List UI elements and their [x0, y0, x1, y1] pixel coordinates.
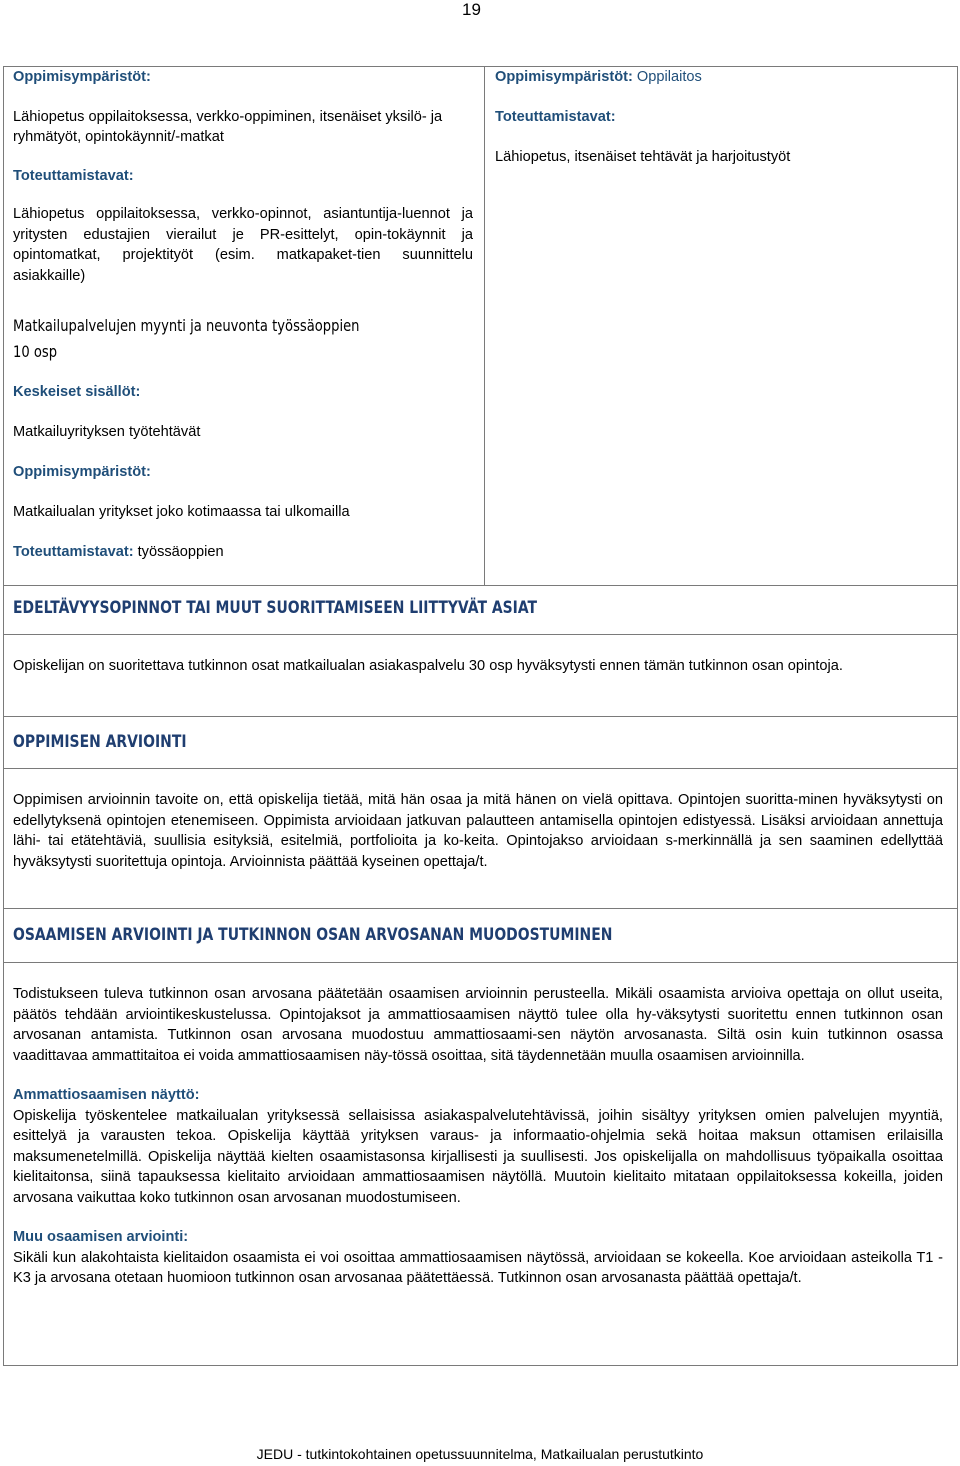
methods2-heading: Toteuttamistavat:	[13, 544, 134, 560]
env2-heading: Oppimisympäristöt:	[13, 464, 151, 480]
left-column	[13, 67, 473, 286]
right-methods-heading: Toteuttamistavat:	[495, 109, 616, 125]
env-text: Lähiopetus oppilaitoksessa, verkko-oppiminen, itsenäiset yksilö- ja ryhmätyöt, opintokäynnit/-matkat	[13, 109, 443, 145]
other-assessment-text: Sikäli kun alakohtaista kielitaidon osaamista ei voi osoittaa ammattiosaamisen näytössä, arvioidaan se kokeella. Koe arvioidaan asteikolla T1 - K3 ja arvosana otetaan huomioon tutkinnon osan arvosanaa päätettäessä. Tutkinnon osan arvosanasta päättää opettaja/t.	[13, 1249, 943, 1286]
other-assessment-heading: Muu osaamisen arviointi:	[13, 1229, 189, 1245]
divider-line	[3, 716, 958, 717]
right-env-text: Oppilaitos	[636, 69, 702, 85]
methods-text: Lähiopetus oppilaitoksessa, verkko-opinnot, asiantuntija-luennot ja yritysten edustajien vierailut je PR-esittelyt, opin-tokäynnit ja opintomatkat, projektityöt (esim. matkapaket-tien suunnittelu asiakkaille)	[13, 206, 473, 284]
footer: JEDU - tutkintokohtainen opetussuunnitelma, Matkailualan perustutkinto	[256, 1446, 704, 1462]
divider-line	[3, 768, 958, 769]
key-content-heading: Keskeiset sisällöt:	[13, 384, 141, 400]
divider-line	[3, 585, 958, 586]
right-env-line	[495, 67, 950, 88]
demo-text: Opiskelija työskentelee matkailualan yrityksessä sellaisissa asiakaspalvelutehtävissä, joihin sisältyy yrityksen omien palvelujen myyntiä, esittelyä ja varausten tekoa. Opiskelija käyttää yrityksen varaus- ja informaatio-ohjelmia sekä hoitaa maksun ottamisen erilaisilla maksumenetelmillä. Opiskelija näyttää kielten osaamistasonsa kirjallisesti ja suullisesti. Jos opiskelijalla on mahdollisuus työpaikalla osoittaa kielitaitonsa, siinä tapauksessa kielitaito arvioidaan ammattiosaamisen näytöllä. Muutoin kielitaito mitataan oppilaitoksessa kokeilla, joiden arvosana vaikuttaa koko tutkinnon osan arvosanan muodostumiseen.	[13, 1107, 943, 1206]
module-title	[13, 313, 360, 365]
column-divider	[484, 67, 485, 585]
prerequisites-text: Opiskelijan on suoritettava tutkinnon osat matkailualan asiakaspalvelu 30 osp hyväksytysti ennen tämän tutkinnon osan opintoja.	[13, 658, 843, 674]
divider-line	[3, 908, 958, 909]
divider-line	[3, 634, 958, 635]
right-methods-text: Lähiopetus, itsenäiset tehtävät ja harjoitustyöt	[495, 149, 791, 165]
demo-heading: Ammattiosaamisen näyttö:	[13, 1087, 200, 1103]
key-content-text: Matkailuyrityksen työtehtävät	[13, 424, 201, 440]
env2-text: Matkailualan yritykset joko kotimaassa tai ulkomailla	[13, 504, 350, 520]
methods-heading: Toteuttamistavat:	[13, 168, 134, 184]
env-heading: Oppimisympäristöt:	[13, 69, 151, 85]
competence-assessment-text: Todistukseen tuleva tutkinnon osan arvosana päätetään osaamisen arvioinnin perusteella. Mikäli osaamista arvioiva opettaja on ollut useita, päätös tehdään arviointikeskustelussa. Opintojaksot ja ammattiosaamisen näyttö tulee olla hy-väksytysti suoritettu ennen tutkinnon osan arvosanan antamista. Tutkinnon osan arvosana muodostuu ammattiosaami-sen näytön arvosanasta. Siltä osin kuin tutkinnon osassa vaadittavaa ammattitaitoa ei voida ammattiosaamisen näy-tössä osoittaa, sitä täydennetään muulla osaamisen arvioinnilla.	[13, 986, 943, 1064]
divider-line	[3, 962, 958, 963]
page-number: 19	[462, 0, 481, 19]
module-title-line1: Matkailupalvelujen myynti ja neuvonta työssäoppien	[13, 316, 360, 335]
prerequisites-title: EDELTÄVYYSOPINNOT TAI MUUT SUORITTAMISEEN LIITTYVÄT ASIAT	[13, 598, 538, 618]
learning-assessment-title: OPPIMISEN ARVIOINTI	[13, 732, 187, 752]
right-column	[495, 67, 950, 168]
methods2-line	[13, 542, 473, 563]
right-env-heading: Oppimisympäristöt:	[495, 69, 633, 85]
competence-assessment-section	[13, 984, 943, 1289]
module-title-line2: 10 osp	[13, 342, 58, 361]
module-details	[13, 382, 473, 563]
methods2-text: työssäoppien	[137, 544, 224, 560]
competence-assessment-title: OSAAMISEN ARVIOINTI JA TUTKINNON OSAN ARVOSANAN MUODOSTUMINEN	[13, 925, 613, 945]
learning-assessment-text: Oppimisen arvioinnin tavoite on, että opiskelija tietää, mitä hän osaa ja mitä hänen on vielä opittava. Opintojen suoritta-minen hyväksytysti on edellytyksenä opintojen etenemiseen. Oppimista arvioidaan jatkuvan palautteen antamisella opintojen edistyessä. Lisäksi arvioidaan annettuja lähi- tai etätehtäviä, suullisia esityksiä, esitelmiä, portfolioita ja ko-keita. Opintojakso arvioidaan s-merkinnällä ja sen saaminen edellyttää hyväksytysti suoritettuja opintoja. Arvioinnista päättää kyseinen opettaja/t.	[13, 792, 943, 870]
